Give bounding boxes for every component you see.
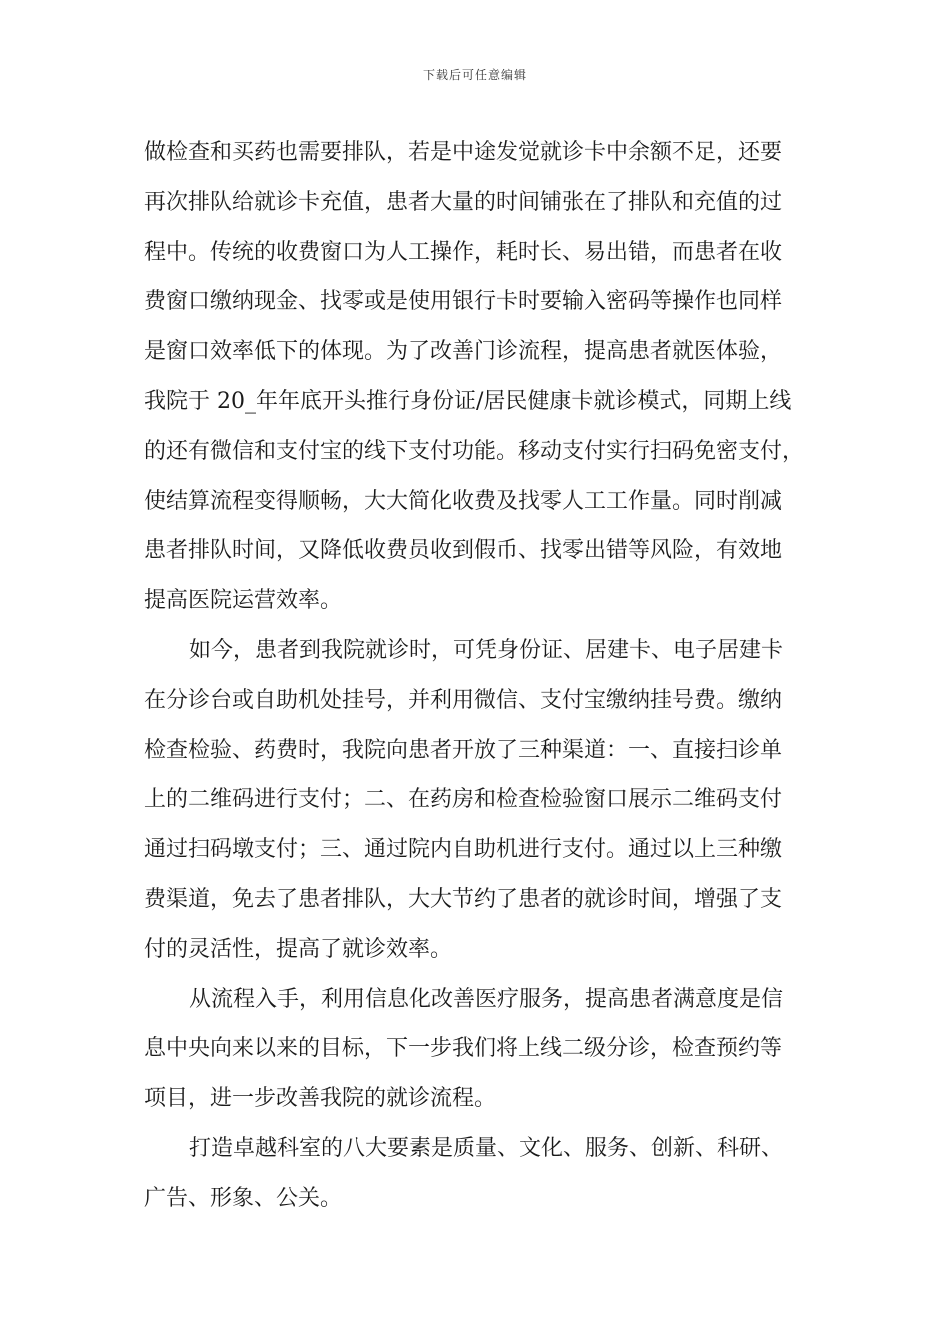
text-line: 项目，进一步改善我院的就诊流程。	[144, 1086, 497, 1112]
text-line: 上的二维码进行支付；二、在药房和检查检验窗口展示二维码支付	[144, 787, 783, 813]
text-line: 付的灵活性，提高了就诊效率。	[144, 936, 453, 962]
text-line: 息中央向来以来的目标，下一步我们将上线二级分诊，检查预约等	[144, 1036, 783, 1062]
paragraph	[144, 128, 824, 626]
text-line: 检查检验、药费时，我院向患者开放了三种渠道：一、直接扫诊单	[144, 737, 783, 763]
paragraph	[144, 1124, 824, 1224]
text-line: 广告、形象、公关。	[144, 1185, 343, 1211]
text-line: 在分诊台或自助机处挂号，并利用微信、支付宝缴纳挂号费。缴纳	[144, 687, 783, 713]
text-line: 费渠道，免去了患者排队，大大节约了患者的就诊时间，增强了支	[144, 886, 783, 912]
text-line: 通过扫码墩支付；三、通过院内自助机进行支付。通过以上三种缴	[144, 837, 783, 863]
document-body	[144, 128, 824, 1224]
text-line: 打造卓越科室的八大要素是质量、文化、服务、创新、科研、	[189, 1135, 784, 1161]
text-line: 提高医院运营效率。	[144, 588, 343, 614]
text-line: 做检查和买药也需要排队，若是中途发觉就诊卡中余额不足，还要	[144, 140, 783, 165]
text-line: 如今，患者到我院就诊时，可凭身份证、居建卡、电子居建卡	[189, 637, 784, 663]
text-line: 患者排队时间，又降低收费员收到假币、找零出错等风险，有效地	[144, 538, 783, 564]
text-line: 的还有微信和支付宝的线下支付功能。移动支付实行扫码免密支付，	[144, 438, 805, 464]
page-header: 下载后可任意编辑	[422, 68, 527, 82]
text-line: 程中。传统的收费窗口为人工操作，耗时长、易出错，而患者在收	[144, 239, 783, 265]
text-line: 我院于 20_年年底开头推行身份证/居民健康卡就诊模式，同期上线	[144, 388, 792, 414]
text-line: 费窗口缴纳现金、找零或是使用银行卡时要输入密码等操作也同样	[144, 289, 783, 315]
text-line: 使结算流程变得顺畅，大大简化收费及找零人工工作量。同时削减	[144, 488, 783, 514]
text-line: 再次排队给就诊卡充值，患者大量的时间铺张在了排队和充值的过	[144, 189, 783, 215]
paragraph	[144, 975, 824, 1124]
paragraph	[144, 626, 824, 975]
text-line: 从流程入手，利用信息化改善医疗服务，提高患者满意度是信	[189, 986, 784, 1012]
text-line: 是窗口效率低下的体现。为了改善门诊流程，提高患者就医体验，	[144, 339, 783, 365]
